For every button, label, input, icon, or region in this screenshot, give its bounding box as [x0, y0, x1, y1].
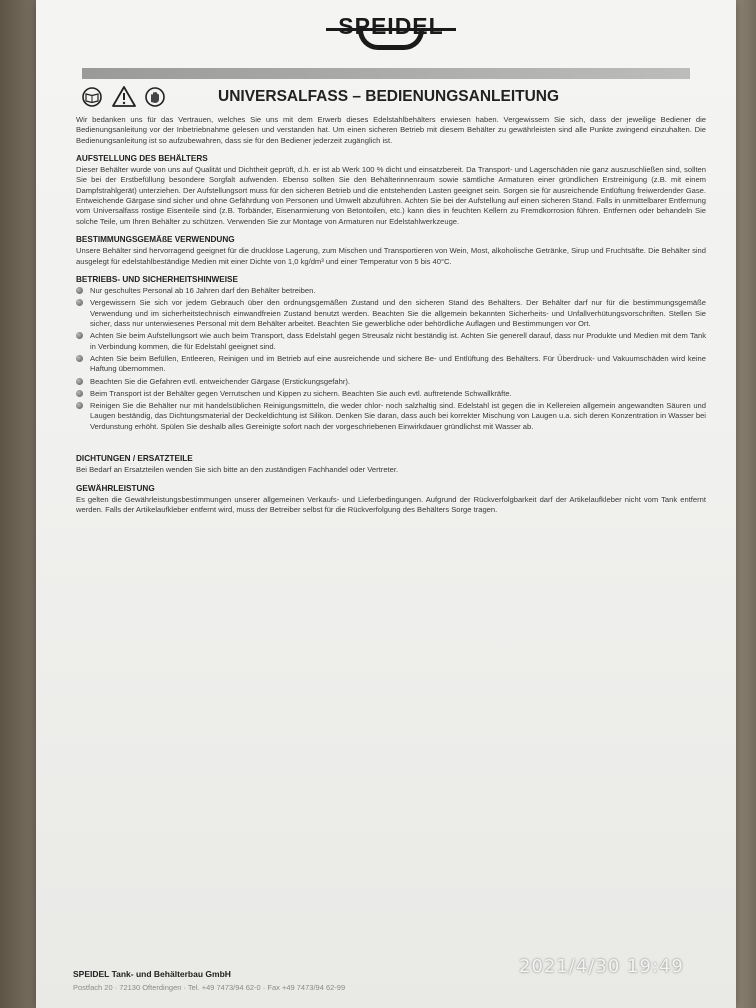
- bullet-icon: [76, 402, 83, 409]
- manual-icon: [80, 87, 104, 112]
- list-item-text: Achten Sie beim Befüllen, Entleeren, Reinigen und im Betrieb auf eine ausreichende und sichere Be- und Entlüftung des Behälters. Für Überdruck- und Vakuumschäden wird keine Haftung übernommen.: [90, 353, 706, 374]
- section-heading-verwendung: BESTIMMUNGSGEMÄßE VERWENDUNG: [76, 234, 235, 244]
- section-heading-dichtungen: DICHTUNGEN / ERSATZTEILE: [76, 454, 193, 464]
- gloves-icon: [144, 87, 166, 112]
- list-item: [76, 286, 706, 296]
- footer-address: Postfach 20 · 72130 Ofterdingen · Tel. +49 7473/94 62-0 · Fax +49 7473/94 62-99: [73, 983, 346, 992]
- safety-icons: [80, 88, 166, 110]
- safety-hints-list: [76, 286, 706, 432]
- footer-company: SPEIDEL Tank- und Behälterbau GmbH: [73, 969, 231, 979]
- list-item-text: Vergewissern Sie sich vor jedem Gebrauch über den ordnungsgemäßen Zustand und den sicheren Stand des Behälters. Der Behälter darf nur für die bestimmungsgemäße Verwendung und im sicherheitstechnisch einwandfreien Zustand benutzt werden. Beachten Sie die allgemein bekannten Sicherheits- und Unfallverhütungsvorschriften. Stellen Sie sicher, dass nur unterwiesenes Personal mit dem Behälter arbeitet. Beachten Sie gewerbliche oder behördliche Auflagen und Bestimmungen vor Ort.: [90, 298, 706, 329]
- section-heading-gewaehrleistung: GEWÄHRLEISTUNG: [76, 483, 155, 493]
- warning-icon: [112, 86, 136, 112]
- list-item-text: Beim Transport ist der Behälter gegen Verrutschen und Kippen zu sichern. Beachten Sie auch evtl. auftretende Schwallkräfte.: [90, 388, 512, 398]
- list-item: [76, 331, 706, 352]
- list-item-text: Beachten Sie die Gefahren evtl. entweichender Gärgase (Erstickungsgefahr).: [90, 376, 351, 386]
- list-item-text: Nur geschultes Personal ab 16 Jahren darf den Behälter betreiben.: [90, 286, 316, 296]
- bullet-icon: [76, 390, 83, 397]
- bullet-icon: [76, 332, 83, 339]
- section-heading-aufstellung: AUFSTELLUNG DES BEHÄLTERS: [76, 153, 208, 163]
- list-item: [76, 389, 706, 399]
- bullet-icon: [76, 355, 83, 362]
- list-item-text: Achten Sie beim Aufstellungsort wie auch beim Transport, dass Edelstahl gegen Streusalz nicht beständig ist. Achten Sie generell darauf, dass nur Produkte und Medien mit dem Tank in Verbindung kommen, die für Edelstahl geeignet sind.: [90, 331, 706, 351]
- photo-timestamp: 2021/4/30 19:49: [519, 956, 684, 977]
- list-item: [76, 377, 706, 387]
- speidel-logo: [326, 8, 456, 48]
- bullet-icon: [76, 378, 83, 385]
- list-item: [76, 354, 706, 375]
- section-text-verwendung: Unsere Behälter sind hervorragend geeignet für die drucklose Lagerung, zum Mischen und Transportieren von Wein, Most, alkoholische Getränke, Sirup und Fruchtsäfte. Die Behälter sind ausgelegt für edelstahlbeständige Medien mit einer Dichte von 1,0 kg/dm³ und einer Temperatur von 5 bis 40°C.: [76, 246, 706, 266]
- bullet-icon: [76, 299, 83, 306]
- document-body: [76, 115, 706, 518]
- logo-brand-text: SPEIDEL: [338, 13, 444, 39]
- section-text-gewaehrleistung: Es gelten die Gewährleistungsbestimmungen unserer allgemeinen Verkaufs- und Lieferbedingungen. Aufgrund der Rückverfolgbarkeit darf der Artikelaufkleber nicht vom Tank entfernt werden. Falls der Artikelaufkleber entfernt wird, muss der Betreiber selbst für die Rückverfolgung des Behälters Sorge tragen.: [76, 494, 706, 515]
- section-text-aufstellung: Dieser Behälter wurde von uns auf Qualität und Dichtheit geprüft, d.h. er ist ab Werk 100 % dicht und einsatzbereit. Da Transport- und Lagerschäden nie ganz auszuschließen sind, sollten Sie bei der Erstbefüllung besondere Sorgfalt aufwenden. Ebenso sollten Sie den Behälterinnenraum sowie sämtliche Armaturen einer gründlichen Erstreinigung (z.B. mit einem Dampfstrahlgerät) unterziehen. Der Aufstellungsort muss für den sicheren Betrieb und die entstehenden Lasten geeignet sein. Sorgen sie für ausreichende Entlüftung freiwerdender Gase. Entweichende Gärgase sind sicher und ohne Gefährdung von Personen und Umwelt abzuführen. Achten Sie bei der Aufstellung auf einen sicheren Stand. Falls in unmittelbarer Entfernung vom Universalfass rostige Eisenteile sind (z.B. Torbänder, Eisenarmierung von Betontoilen, etc.) kann dies in feuchten Kellern zu Fremdkorrosion führen. Entfernen oder behandeln Sie solche Teile, um Ihren Behälter zu schützen. Verwenden Sie zur Montage von Armaturen nur Edelstahlwerkzeuge.: [76, 165, 706, 226]
- intro-paragraph: Wir bedanken uns für das Vertrauen, welches Sie uns mit dem Erwerb dieses Edelstahlbehälters erwiesen haben. Vergewissern Sie sich, dass der jeweilige Bediener die Bedienungsanleitung vor der Inbetriebnahme gelesen und verstanden hat. Um einen sicheren Betrieb mit diesem Behälter zu gewährleisten sind alle Punkte zwingend einzuhalten. Die Bedienungsanleitung ist so aufzubewahren, dass sie für den Bediener jederzeit zugänglich ist.: [76, 115, 706, 145]
- section-text-dichtungen: Bei Bedarf an Ersatzteilen wenden Sie sich bitte an den zuständigen Fachhandel oder Vertreter.: [76, 465, 399, 475]
- list-item: [76, 298, 706, 329]
- document-page: [36, 0, 736, 1008]
- bullet-icon: [76, 287, 83, 294]
- list-item: [76, 401, 706, 432]
- header-bar: [82, 68, 690, 79]
- page-title: UNIVERSALFASS – BEDIENUNGSANLEITUNG: [218, 88, 560, 105]
- section-heading-hinweise: BETRIEBS- UND SICHERHEITSHINWEISE: [76, 274, 238, 284]
- list-item-text: Reinigen Sie die Behälter nur mit handelsüblichen Reinigungsmitteln, die weder chlor- noch salzhaltig sind. Edelstahl ist gegen die in Kellereien allgemein angewandten Säuren und Laugen beständig, das Dichtungsmaterial der Deckeldichtung ist Silikon. Denken Sie daran, dass auch bei korrekter Mischung von Laugen u.a. sich deren Konzentration in Wasser bei Verdunstung erhöht. Spülen Sie deshalb alles Gereinigte sofort nach der vorgeschriebenen Einwirkdauer gründlichst mit Wasser ab.: [90, 401, 706, 431]
